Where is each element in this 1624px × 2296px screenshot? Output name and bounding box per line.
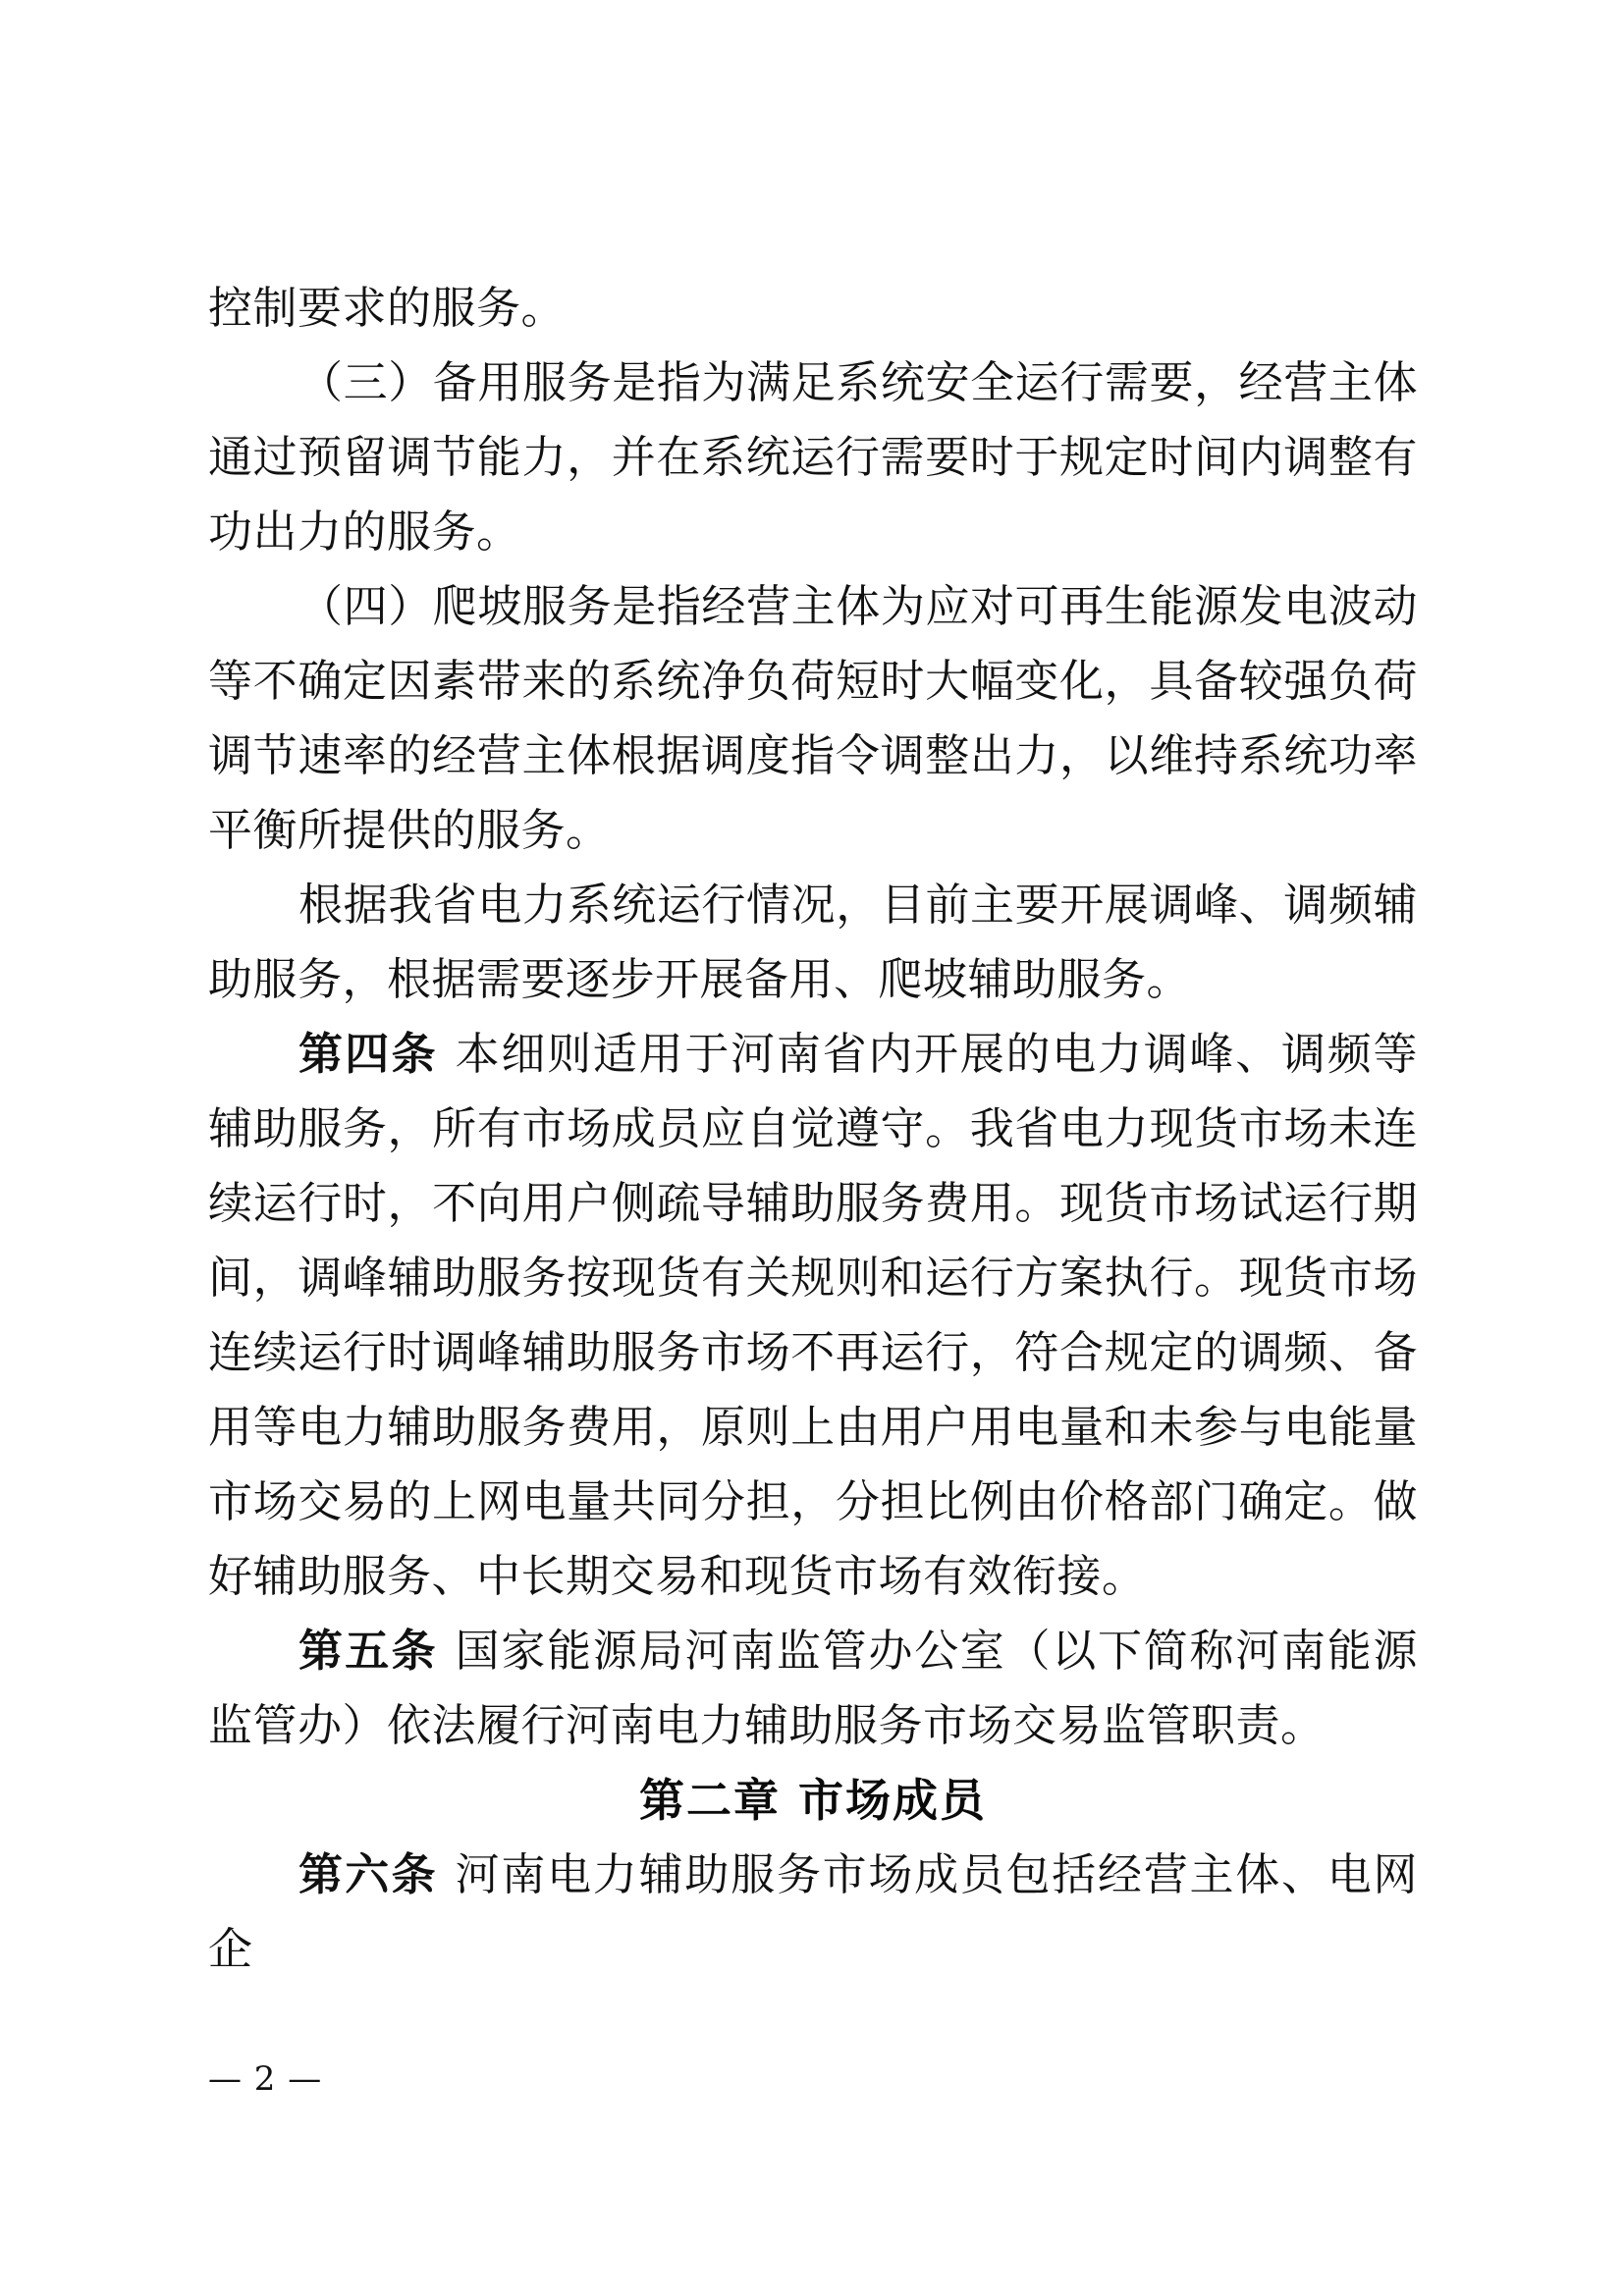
article-4-text: 本细则适用于河南省内开展的电力调峰、调频等辅助服务，所有市场成员应自觉遵守。我省电力现货市场未连续运行时，不向用户侧疏导辅助服务费用。现货市场试运行期间，调峰辅助服务按现货有关规则和运行方案执行。现货市场连续运行时调峰辅助服务市场不再运行，符合规定的调频、备用等电力辅助服务费用，原则上由用户用电量和未参与电能量市场交易的上网电量共同分担，分担比例由价格部门确定。做好辅助服务、中长期交易和现货市场有效衔接。	[208, 1028, 1418, 1602]
paragraph-provincial-situation: 根据我省电力系统运行情况，目前主要开展调峰、调频辅助服务，根据需要逐步开展备用、爬坡辅助服务。	[208, 879, 1418, 1005]
article-number-4: 第四条	[298, 1028, 456, 1080]
article-number-5: 第五条	[298, 1625, 456, 1677]
chapter-heading-2: 第二章 市场成员	[638, 1774, 987, 1827]
article-6-text: 河南电力辅助服务市场成员包括经营主体、电网企	[208, 1848, 1418, 1975]
paragraph-article-6	[208, 1838, 1418, 1987]
page-number-footer: — 2 —	[208, 2059, 323, 2099]
article-5-text: 国家能源局河南监管办公室（以下简称河南能源监管办）依法履行河南电力辅助服务市场交易监管职责。	[208, 1625, 1418, 1751]
article-number-6: 第六条	[298, 1848, 456, 1900]
paragraph-item-3-reserve: （三）备用服务是指为满足系统安全运行需要，经营主体通过预留调节能力，并在系统运行需要时于规定时间内调整有功出力的服务。	[208, 356, 1418, 558]
paragraph-article-4	[208, 1017, 1418, 1614]
paragraph-item-4-ramping: （四）爬坡服务是指经营主体为应对可再生能源发电波动等不确定因素带来的系统净负荷短时大幅变化，具备较强负荷调节速率的经营主体根据调度指令调整出力，以维持系统功率平衡所提供的服务。	[208, 580, 1418, 856]
paragraph-article-5	[208, 1614, 1418, 1763]
paragraph-continued-service: 控制要求的服务。	[208, 282, 567, 334]
document-body	[208, 271, 1418, 1987]
